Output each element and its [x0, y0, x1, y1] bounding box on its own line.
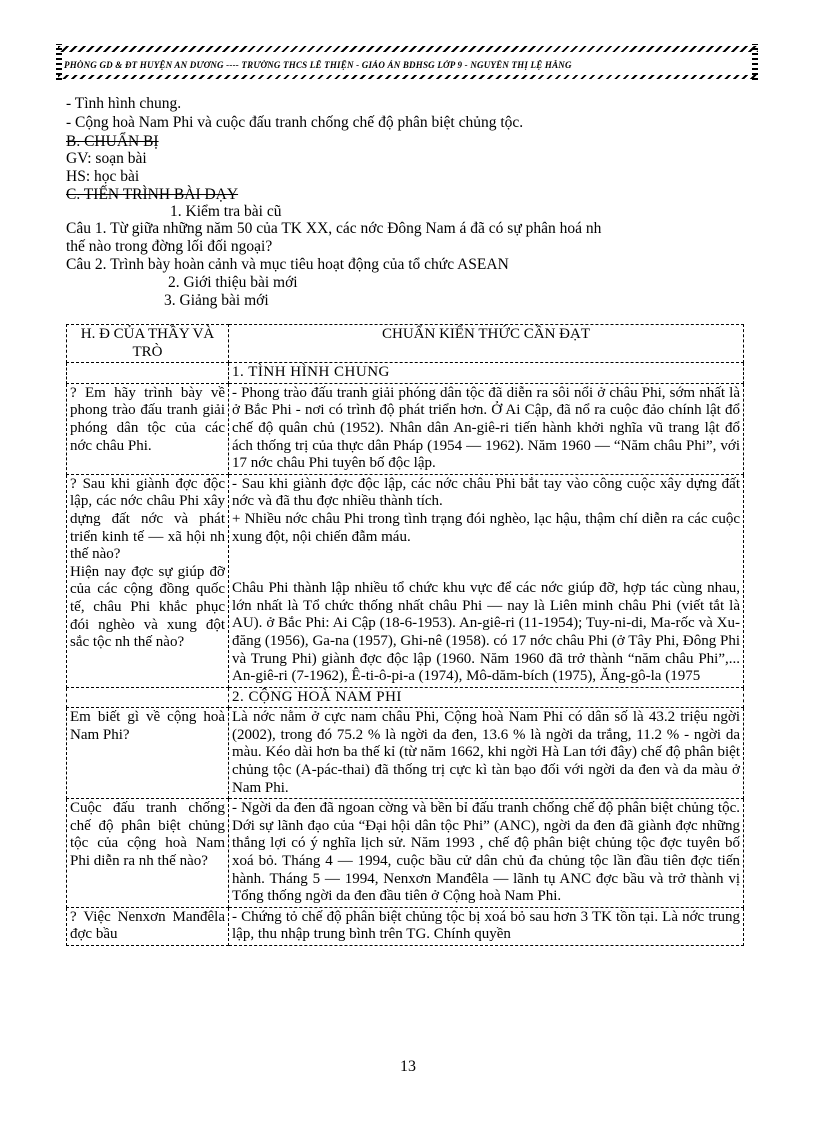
section-1-title: 1. TÌNH HÌNH CHUNG	[229, 363, 744, 384]
section-row	[67, 687, 744, 708]
hs-line: HS: học bài	[66, 168, 140, 185]
header-border-bottom	[58, 75, 758, 79]
table-row	[67, 799, 744, 908]
teacher-question: Em biết gì về cộng hoà Nam Phi?	[67, 708, 229, 799]
header-knowledge: CHUẨN KIẾN THỨC CẦN ĐẠT	[229, 325, 744, 363]
step-3: 3. Giảng bài mới	[164, 292, 269, 309]
teacher-question: ? Việc Nenxơn Manđêla đợc bầu	[67, 907, 229, 945]
answer-paragraph: Châu Phi thành lập nhiều tổ chức khu vực để các nớc giúp đỡ, hợp tác cùng nhau, lớn nhất là Tổ chức thống nhất châu Phi — nay là Liên minh châu Phi (viết tắt là AU). ở Bắc Phi: Ai Cập (18-6-1953). An-giê-ri (11-1954); Tuy-ni-di, Ma-rốc và Xu-đăng (1956), Ga-na (1957), Ghi-nê (1958). có 17 nớc châu Phi (ở Tây Phi, Đông Phi và Trung Phi) giành đợc độc lập (1960. Năm 1960 đã trở thành “năm châu Phi”,... An-giê-ri (7-1962), Ê-ti-ô-pi-a (1974), Mô-dăm-bích (1975), Ăng-gô-la (1975	[232, 580, 740, 685]
teacher-question	[67, 474, 229, 687]
knowledge-answer	[229, 474, 744, 687]
header-border-top	[58, 46, 758, 52]
knowledge-answer: - Chứng tỏ chế độ phân biệt chủng tộc bị xoá bỏ sau hơn 3 TK tồn tại. Là nớc trung lập, thu nhập trung bình trên TG. Chính quyền	[229, 907, 744, 945]
table-row	[67, 708, 744, 799]
teacher-question-part: ? Sau khi giành đợc độc lập, các nớc châu Phi xây dựng đất nớc và phát triển kinh tế — xã hội nh thế nào?	[70, 475, 225, 563]
knowledge-answer: Là nớc nằm ở cực nam châu Phi, Cộng hoà Nam Phi có dân số là 43.2 triệu ngời (2002), trong đó 75.2 % là ngời da đen, 13.6 % là ngời da trắng, 11.2 % - ngời da màu. Kéo dài hơn ba thế kỉ (từ năm 1662, khi ngời Hà Lan tới đây) chế độ phân biệt chủng tộc (A-pác-thai) đã thống trị cực kì tàn bạo đối với ngời da đen và da màu ở Nam Phi.	[229, 708, 744, 799]
page-header-text: PHÒNG GD & ĐT HUYỆN AN DƯƠNG ---- TRƯỜNG THCS LÊ THIỆN - GIÁO ÁN BDHSG LỚP 9 - NGUYỄN THỊ LỆ HẰNG	[64, 60, 572, 70]
step-2: 2. Giới thiệu bài mới	[168, 274, 298, 291]
intro-line-2: - Cộng hoà Nam Phi và cuộc đấu tranh chống chế độ phân biệt chủng tộc.	[66, 114, 524, 131]
section-2-title: 2. CỘNG HOÀ NAM PHI	[229, 687, 744, 708]
gv-line: GV: soạn bài	[66, 150, 147, 167]
page-number: 13	[400, 1058, 416, 1075]
table-row	[67, 907, 744, 945]
knowledge-answer: - Ngời da đen đã ngoan cờng và bền bỉ đấu tranh chống chế độ phân biệt chủng tộc. Dới sự lãnh đạo của “Đại hội dân tộc Phi” (ANC), ngời da đen đã giành đợc những thắng lợi có ý nghĩa lịch sử. Năm 1993 , chế độ phân biệt chủng tộc đợc tuyên bố xoá bỏ. Tháng 4 — 1994, cuộc bầu cử dân chủ đa chủng tộc lần đầu tiên đợc tiến hành. Tháng 5 — 1994, Nenxơn Manđêla — lãnh tụ ANC đợc bầu và trở thành vị Tổng thống ngời da đen đầu tiên ở Cộng hoà Nam Phi.	[229, 799, 744, 908]
teacher-question: ? Em hãy trình bày về phong trào đấu tranh giải phóng dân tộc của các nớc châu Phi.	[67, 383, 229, 474]
step-1: 1. Kiểm tra bài cũ	[170, 203, 282, 220]
section-b-title: B. CHUẨN BỊ	[66, 133, 159, 150]
knowledge-answer: - Phong trào đấu tranh giải phóng dân tộc đã diễn ra sôi nổi ở châu Phi, sớm nhất là ở Bắc Phi - nơi có trình độ phát triển hơn. Ở Ai Cập, đã nổ ra cuộc đảo chính lật đổ chế độ quân chủ (1952). Nhân dân An-giê-ri tiến hành khởi nghĩa vũ trang lật đổ ách thống trị của thực dân Pháp (1954 — 1962). Năm 1960 — “Năm châu Phi”, với 17 nớc châu Phi tuyên bố độc lập.	[229, 383, 744, 474]
section-row	[67, 363, 744, 384]
intro-line-1: - Tình hình chung.	[66, 95, 182, 112]
answer-paragraph: - Sau khi giành đợc độc lập, các nớc châu Phi bắt tay vào công cuộc xây dựng đất nớc và đã thu đợc nhiều thành tích.	[232, 475, 740, 510]
answer-paragraph: + Nhiều nớc châu Phi trong tình trạng đói nghèo, lạc hậu, thậm chí diễn ra các cuộc xung đột, nội chiến đẫm máu.	[232, 510, 740, 545]
teacher-question: Cuộc đấu tranh chống chế độ phân biệt chủng tộc của cộng hoà Nam Phi diễn ra nh thế nào?	[67, 799, 229, 908]
table-header-row	[67, 325, 744, 363]
table-row	[67, 383, 744, 474]
teacher-question-part: Hiện nay đợc sự giúp đỡ của các cộng đồng quốc tế, châu Phi khắc phục đói nghèo và xung đột sắc tộc nh thế nào?	[70, 563, 225, 651]
question-1-line-2: thế nào trong đờng lối đối ngoại?	[66, 238, 273, 255]
table-row	[67, 474, 744, 687]
question-2: Câu 2. Trình bày hoàn cảnh và mục tiêu hoạt động của tổ chức ASEAN	[66, 256, 509, 273]
section-c-title: C. TIẾN TRÌNH BÀI DẠY	[66, 186, 239, 203]
header-activities: H. Đ CỦA THẦY VÀ TRÒ	[67, 325, 229, 363]
question-1-line-1: Câu 1. Từ giữa những năm 50 của TK XX, các nớc Đông Nam á đã có sự phân hoá nh	[66, 220, 602, 237]
lesson-table	[66, 324, 744, 946]
